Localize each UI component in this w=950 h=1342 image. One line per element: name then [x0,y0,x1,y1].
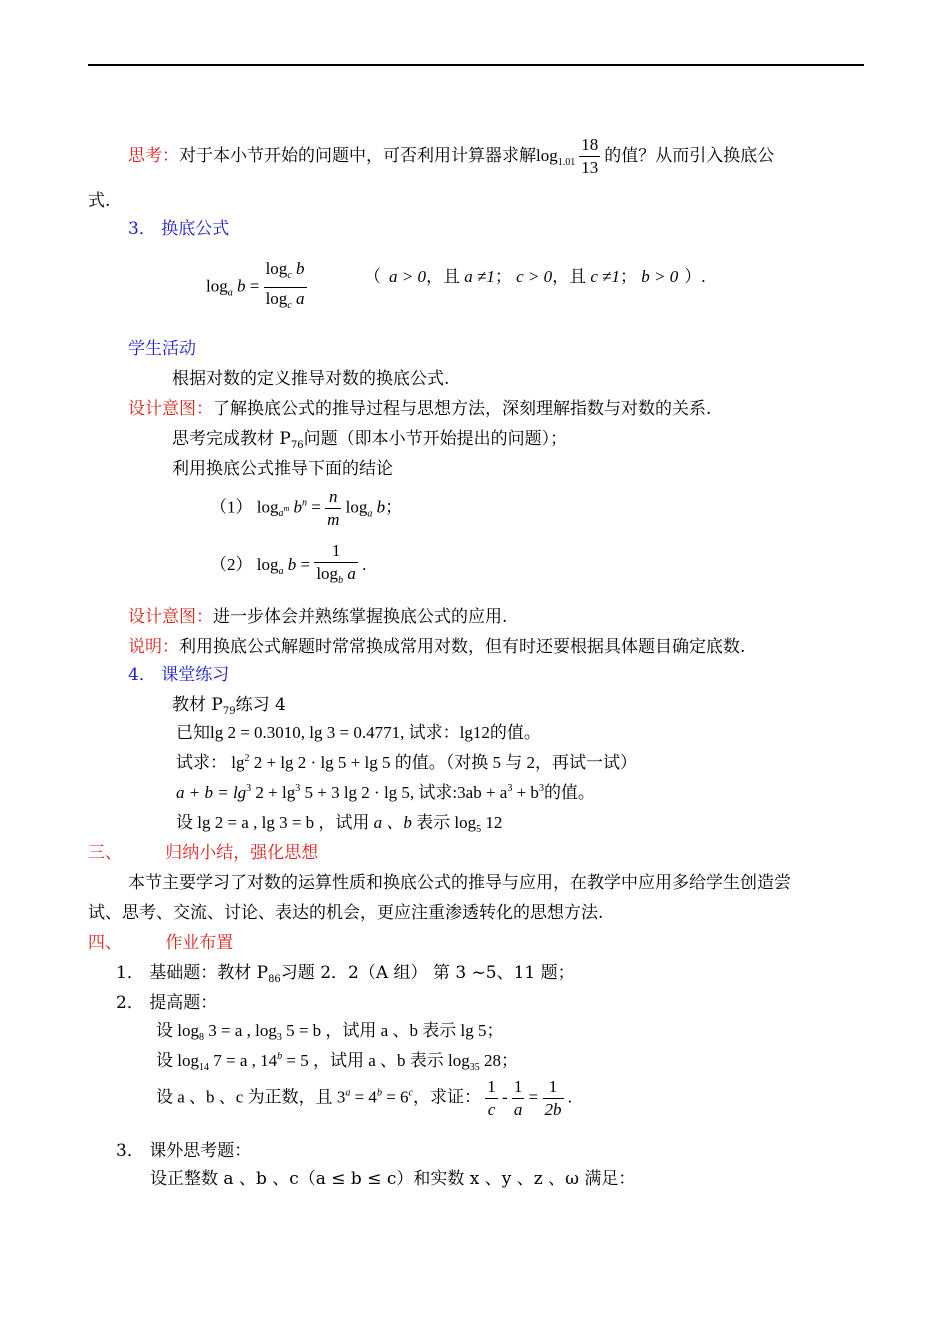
separator: ，且 [425,267,460,286]
log-word: log [316,564,339,583]
expr-part: 2 + lg [251,783,296,802]
log-base: 3 [276,1032,282,1043]
exponent: 2 [244,753,250,764]
think-label: 思考： [128,146,179,166]
variables: a 、b [373,813,412,832]
design-label: 设计意图： [128,399,213,419]
think-log [536,146,576,168]
log-word: log [536,146,558,165]
log-base: b [338,575,344,586]
exponent: a [345,1087,351,1099]
item-index: （1） [210,497,253,517]
item-end: . [567,1087,572,1107]
item2-fraction [314,540,357,592]
fraction-numerator: n [325,486,341,509]
equals: = [311,497,321,517]
think-text-after: 的值？从而引入换底公 [604,146,775,166]
fraction-numerator: 1 [543,1076,564,1099]
part3-text-line2: 试、思考、交流、讨论、表达的机会，更应注重渗透转化的思想方法. [88,903,604,923]
base-exponent: m [283,504,290,514]
exercise-page: 79 [222,706,236,717]
think-text: 对于本小节开始的问题中，可否利用计算器求解 [179,146,536,166]
note-text: 利用换底公式解题时常常换成常用对数，但有时还要根据具体题目确定底数. [179,637,746,657]
condition: a > 0 [389,267,426,286]
proof-fraction-2 [512,1076,525,1121]
homework-2-q1 [156,1016,503,1043]
homework-2-q3 [156,1076,572,1121]
design-intent-2 [128,602,507,627]
student-activity-title: 学生活动 [128,339,196,359]
fraction-denominator: m [327,510,340,529]
homework-1 [116,958,575,985]
condition: c ≠1 [590,267,620,286]
log-arg: b [296,259,305,278]
expr-part: 3 = a , log [203,1021,277,1040]
exponent: 3 [295,783,301,794]
think-line [128,134,774,179]
separator: ，且 [552,267,587,286]
exercise-1 [172,690,286,717]
part3-text-line1: 本节主要学习了对数的运算性质和换底公式的推导与应用，在教学中应用多给学生创造尝 [128,873,791,893]
log-word: log [265,259,288,278]
change-of-base-formula [206,258,307,317]
log-arg: b [376,497,386,517]
condition: b > 0 [641,267,679,286]
log-word: log [345,497,368,517]
homework-3-title: 3． 课外思考题： [116,1141,252,1161]
homework-3-text: 设正整数 a 、b 、c（a ≤ b ≤ c）和实数 x 、y 、z 、ω 满足： [150,1169,636,1189]
item-index: （2） [210,554,253,574]
log-base: 1.01 [557,157,576,168]
hw-prefix: 1． 基础题：教材 P [116,963,269,983]
part3-title: 三、 归纳小结，强化思想 [88,843,319,863]
hw-suffix: 习题 2．2（A 组） 第 3 ~5、11 题； [280,963,575,983]
log-base: a [227,287,233,299]
exercise-rest: 2 + lg 2 · lg 5 + lg 5 的值。（对换 5 与 2，再试一试） [249,753,637,772]
minus-sign: - [501,1087,508,1107]
fraction-denominator: a [513,1100,523,1119]
design-label: 设计意图： [128,607,213,627]
part4-title: 四、 作业布置 [88,933,234,953]
derive-item-1 [210,486,402,531]
item1-fraction [325,486,341,531]
exponent: 3 [246,783,252,794]
condition: c > 0 [516,267,553,286]
exercise-prefix: 设 lg 2 = a , lg 3 = b ，试用 [176,813,374,832]
condition: a ≠1 [464,267,495,286]
item-end: . [362,554,367,574]
note-label: 说明： [128,637,179,657]
fraction-numerator: 1 [512,1076,525,1099]
fraction-numerator: 18 [579,134,600,157]
equals: = [528,1087,539,1107]
exponent: b [376,1087,382,1099]
item-end: ； [385,497,403,517]
log-word: log [206,276,228,296]
expr-part: = 6 [381,1087,409,1107]
equals: = [249,276,260,296]
expr-part: 7 = a , 14 [208,1051,278,1070]
derive-text: 利用换底公式推导下面的结论 [172,459,393,479]
log-arg: b [293,497,303,517]
exponent: b [277,1051,283,1062]
log-base: c [287,270,292,281]
log-base: a [367,508,373,520]
think-fraction [579,134,600,179]
exercise-prefix: 教材 P [172,695,223,715]
expr-part: 设 log [156,1051,199,1070]
exercise-5 [176,808,502,835]
section4-title: 4． 课堂练习 [128,665,230,685]
log-arg: a [347,564,356,583]
fraction-denominator: c [487,1100,496,1119]
fraction-numerator: 1 [314,540,357,563]
log-word: log [256,554,279,574]
expr-part: 设 log [156,1021,199,1040]
log-base: 35 [469,1062,480,1073]
exercise-3 [176,748,637,773]
exercise-suffix: 表示 log [411,813,477,832]
exercise-2: 已知lg 2 = 0.3010, lg 3 = 0.4771, 试求：lg12的值。 [176,723,541,742]
section3-title: 3． 换底公式 [128,219,230,239]
derive-item-2 [210,540,366,592]
design-intent-1 [128,394,711,419]
expr-part: ，求证： [412,1087,481,1107]
log-arg: b [236,276,246,296]
expr-part: 28； [479,1051,518,1070]
log-word: log [265,289,288,308]
equals: = [300,554,311,574]
think-textbook [172,424,567,451]
student-activity-text: 根据对数的定义推导对数的换底公式. [172,369,450,389]
hw-page: 86 [268,974,281,985]
expr-part: 5 = b ，试用 a 、b 表示 lg 5； [281,1021,504,1040]
formula-fraction [264,258,307,317]
log-base: 14 [198,1062,209,1073]
arg-exponent: n [302,497,308,509]
log-base: 8 [198,1032,204,1043]
homework-2-q2 [156,1046,518,1073]
log-base: a [278,565,284,577]
proof-fraction-3 [543,1076,564,1121]
formula-conditions [364,262,705,287]
textbook-prefix: 思考完成教材 P [172,429,291,449]
log-base: c [287,300,292,311]
log-base [278,504,290,520]
separator: ； [620,267,637,286]
proof-fraction-1 [485,1076,498,1121]
separator: ； [494,267,512,286]
design-text: 了解换底公式的推导过程与思想方法，深刻理解指数与对数的关系. [213,399,712,419]
expr-part: 的值。 [543,783,595,802]
expr-part: 5 + 3 lg 2 · lg 5, 试求:3ab + a [300,783,508,802]
fraction-numerator: 1 [485,1076,498,1099]
homework-2-title: 2． 提高题： [116,993,218,1013]
expr-part: = 5 ，试用 a 、b 表示 log [282,1051,470,1070]
header-rule [88,64,864,66]
textbook-suffix: 问题（即本小节开始提出的问题）； [303,429,568,449]
exercise-prefix: 试求： lg [176,753,245,772]
expr-part: 设 a 、b 、c 为正数，且 3 [156,1087,346,1107]
textbook-page: 76 [290,440,304,451]
fraction-denominator: 13 [581,158,599,177]
log-arg: b [287,554,297,574]
paren-close: ）. [684,267,706,286]
log-word: log [256,497,279,517]
paren-open: （ [364,267,381,286]
design-text: 进一步体会并熟练掌握换底公式的应用. [213,607,508,627]
exponent: 3 [507,783,513,794]
exercise-4 [176,778,595,803]
note [128,632,745,657]
base: a [278,508,284,520]
log-arg: 12 [481,813,503,832]
log-arg: a [296,289,305,308]
log-base: 5 [476,824,482,835]
fraction-denominator: 2b [544,1100,562,1119]
exponent: 3 [538,783,544,794]
exponent: c [408,1087,413,1099]
exercise-suffix: 练习 4 [235,695,286,715]
think-wrap: 式. [88,191,111,211]
expr-part: a + b = lg [176,783,247,802]
expr-part: + b [512,783,539,802]
expr-part: = 4 [350,1087,377,1107]
